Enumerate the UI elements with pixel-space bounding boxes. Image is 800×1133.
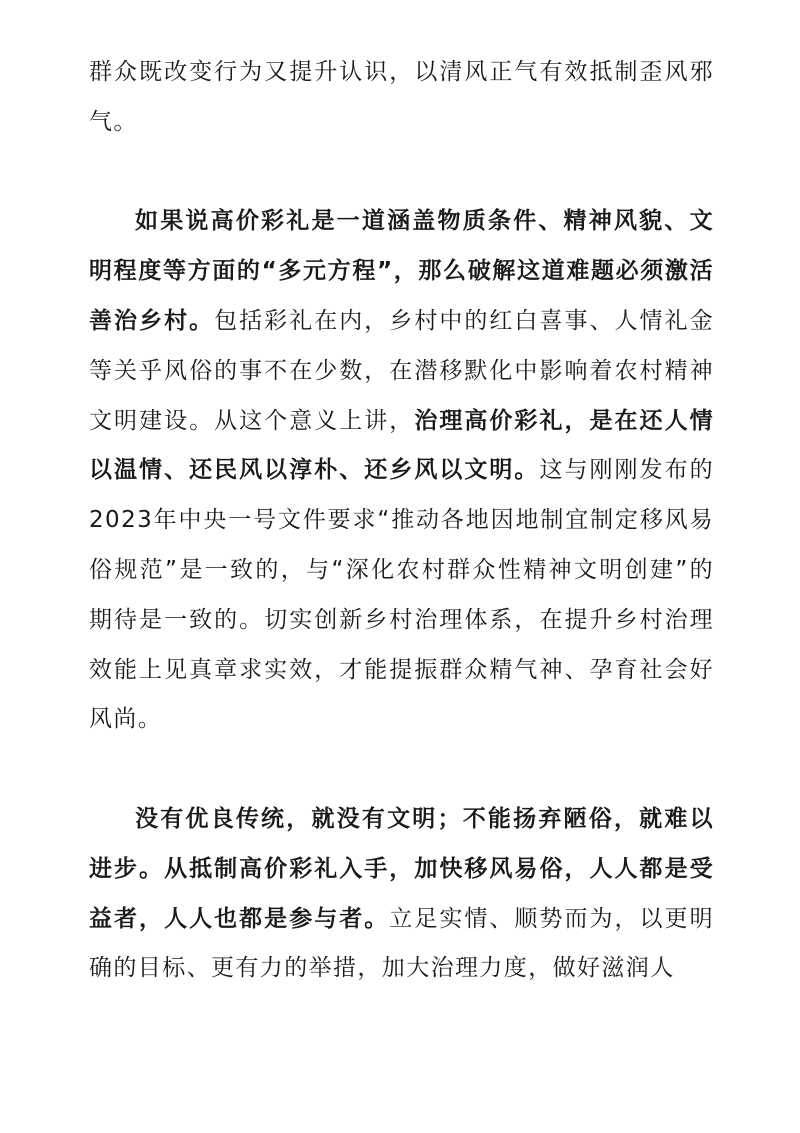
paragraph-1-text: 群众既改变行为又提升认识，以清风正气有效抵制歪风邪气。 bbox=[89, 59, 714, 135]
paragraph-2-bold-emphasis: 治理高价彩礼，是在还人情以温情、还民风以淳朴、还乡风以文明。 bbox=[89, 407, 714, 484]
paragraph-3-bold-lead: 没有优良传统，就没有文明；不能扬弃陋俗，就难以进步。从抵制高价彩礼入手，加快移风易俗，人人都是受益者，人人也都是参与者。 bbox=[89, 805, 714, 932]
paragraph-2-text: 包括彩礼在内，乡村中的红白喜事、人情礼金等关乎风俗的事不在少数，在潜移默化中影响着农村精神文明建设。从这个意义上讲， bbox=[89, 307, 714, 434]
paragraph-3-text: 立足实情、顺势而为，以更明确的目标、更有力的举措，加大治理力度，做好滋润人 bbox=[89, 905, 714, 982]
paragraph-3 bbox=[89, 795, 714, 994]
paragraph-2-text-continued: 这与刚刚发布的2023年中央一号文件要求“推动各地因地制宜制定移风易俗规范”是一致的，与“深化农村群众性精神文明创建”的期待是一致的。切实创新乡村治理体系，在提升乡村治理效能上见真章求实效，才能提振群众精气神、孕育社会好风尚。 bbox=[89, 457, 714, 733]
paragraph-2-bold-lead: 如果说高价彩礼是一道涵盖物质条件、精神风貌、文明程度等方面的“多元方程”，那么破解这道难题必须激活善治乡村。 bbox=[89, 208, 714, 334]
paragraph-1 bbox=[89, 48, 714, 148]
paragraph-2 bbox=[89, 197, 714, 745]
